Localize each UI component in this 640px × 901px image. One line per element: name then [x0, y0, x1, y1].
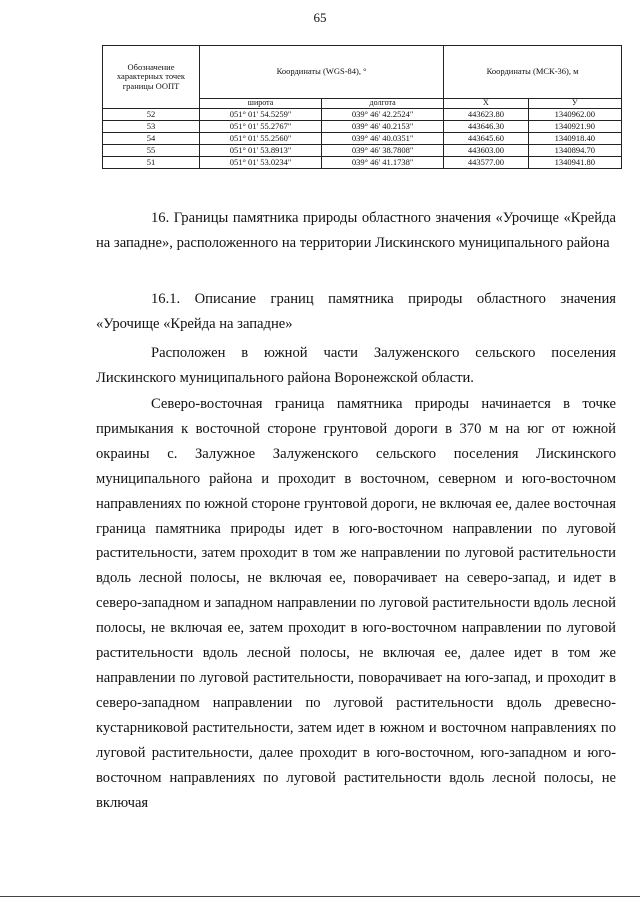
point-id: 55	[103, 144, 200, 156]
subheader-x: X	[444, 99, 529, 109]
latitude-cell: 051° 01' 55.2767"	[200, 120, 322, 132]
section-title: 16. Границы памятника природы областного значения «Урочище «Крейда на западне», расположенного на территории Лискинского муниципального района	[96, 210, 616, 251]
latitude-cell: 051° 01' 53.0234"	[200, 156, 322, 168]
header-msk36: Координаты (МСК-36), м	[444, 46, 622, 99]
subheader-y: У	[528, 99, 621, 109]
subheader-longitude: долгота	[322, 99, 444, 109]
location-paragraph: Расположен в южной части Залуженского сельского поселения Лискинского муниципального района Воронежской области.	[96, 345, 616, 386]
latitude-cell: 051° 01' 53.8913"	[200, 144, 322, 156]
coordinates-table	[102, 45, 622, 169]
y-cell: 1340962.00	[528, 108, 621, 120]
longitude-cell: 039° 46' 42.2524"	[322, 108, 444, 120]
y-cell: 1340941.80	[528, 156, 621, 168]
x-cell: 443603.00	[444, 144, 529, 156]
table-row	[103, 156, 622, 168]
y-cell: 1340918.40	[528, 132, 621, 144]
page-number: 65	[313, 10, 327, 25]
table-row	[103, 108, 622, 120]
longitude-cell: 039° 46' 40.0351"	[322, 132, 444, 144]
subsection-title: 16.1. Описание границ памятника природы областного значения «Урочище «Крейда на западне»	[96, 291, 616, 332]
table-row	[103, 144, 622, 156]
latitude-cell: 051° 01' 55.2560"	[200, 132, 322, 144]
point-id: 53	[103, 120, 200, 132]
x-cell: 443645.60	[444, 132, 529, 144]
boundary-paragraph: Северо-восточная граница памятника природы начинается в точке примыкания к восточной стороне грунтовой дороги в 370 м на юг от южной окраины с. Залужное Залуженского сельского поселения Лискинского муниципального района и проходит в восточном, северном и юго-восточном направлениях по южной стороне грунтовой дороги, не включая ее, далее восточная граница памятника природы идет в юго-восточном направлении по луговой растительности, затем проходит в том же направлении по луговой растительности вдоль лесной полосы, не включая ее, поворачивает на северо-запад, и идет в северо-западном и западном направлении по луговой растительности вдоль лесной полосы, не включая ее, затем проходит в юго-восточном направлении по луговой растительности вдоль лесной полосы, не включая ее, далее идет в том же направлении по луговой растительности, поворачивает на юго-запад, и проходит в северо-западном направлении по луговой растительности вдоль древесно-кустарниковой растительности, затем идет в южном и восточном направлениях по луговой растительности, далее проходит в юго-восточном, юго-западном и юго-восточном направлениях по луговой растительности вдоль лесной полосы, не включая	[96, 396, 616, 811]
x-cell: 443623.80	[444, 108, 529, 120]
point-id: 54	[103, 132, 200, 144]
header-wgs84: Координаты (WGS-84), °	[200, 46, 444, 99]
y-cell: 1340894.70	[528, 144, 621, 156]
x-cell: 443646.30	[444, 120, 529, 132]
subheader-latitude: широта	[200, 99, 322, 109]
latitude-cell: 051° 01' 54.5259"	[200, 108, 322, 120]
longitude-cell: 039° 46' 38.7808"	[322, 144, 444, 156]
longitude-cell: 039° 46' 41.1738"	[322, 156, 444, 168]
table-row	[103, 120, 622, 132]
page-bottom-divider	[0, 896, 640, 897]
y-cell: 1340921.90	[528, 120, 621, 132]
table-row	[103, 132, 622, 144]
point-id: 51	[103, 156, 200, 168]
header-point-designation: Обозначение характерных точек границы ООПТ	[103, 46, 200, 109]
point-id: 52	[103, 108, 200, 120]
x-cell: 443577.00	[444, 156, 529, 168]
longitude-cell: 039° 46' 40.2153"	[322, 120, 444, 132]
